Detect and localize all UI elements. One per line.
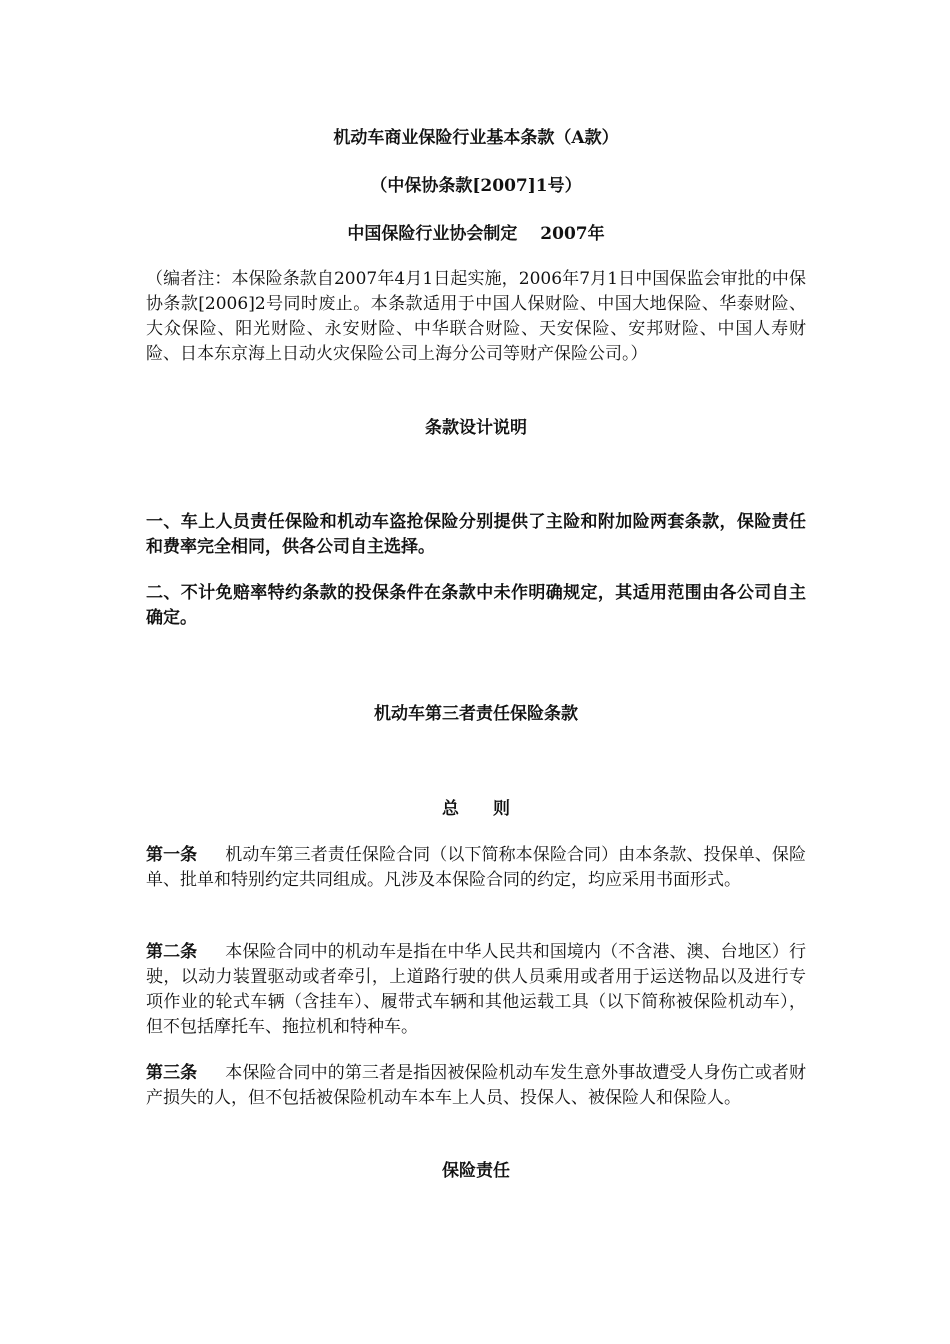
article-1 — [146, 843, 806, 893]
section-heading: 机动车第三者责任保险条款 — [374, 704, 578, 724]
article-number: 第一条 — [146, 845, 198, 865]
article-2 — [146, 940, 806, 1040]
article-text: 本保险合同中的机动车是指在中华人民共和国境内（不含港、澳、台地区）行驶，以动力装置驱动或者牵引，上道路行驶的供人员乘用或者用于运送物品以及进行专项作业的轮式车辆（含挂车）、履带式车辆和其他运载工具（以下简称被保险机动车），但不包括摩托车、拖拉机和特种车。 — [146, 942, 806, 1037]
article-number: 第三条 — [146, 1063, 198, 1083]
editor-note: （编者注：本保险条款自2007年4月1日起实施，2006年7月1日中国保监会审批的中保协条款[2006]2号同时废止。本条款适用于中国人保财险、中国大地保险、华泰财险、大众保险、阳光财险、永安财险、中华联合财险、天安保险、安邦财险、中国人寿财险、日本东京海上日动火灾保险公司上海分公司等财产保险公司。） — [146, 269, 806, 364]
article-text: 机动车第三者责任保险合同（以下简称本保险合同）由本条款、投保单、保险单、批单和特别约定共同组成。凡涉及本保险合同的约定，均应采用书面形式。 — [146, 845, 806, 890]
liability-heading: 保险责任 — [442, 1161, 510, 1181]
article-text: 本保险合同中的第三者是指因被保险机动车发生意外事故遭受人身伤亡或者财产损失的人，但不包括被保险机动车本车上人员、投保人、被保险人和保险人。 — [146, 1063, 806, 1108]
document-subtitle: （中保协条款[2007]1号） — [370, 176, 582, 196]
general-heading: 总 则 — [442, 799, 510, 819]
document-title: 机动车商业保险行业基本条款（A款） — [333, 128, 619, 148]
document-issuer: 中国保险行业协会制定 2007年 — [347, 224, 605, 244]
design-point-1: 一、车上人员责任保险和机动车盗抢保险分别提供了主险和附加险两套条款，保险责任和费率完全相同，供各公司自主选择。 — [146, 512, 806, 557]
design-point-2: 二、不计免赔率特约条款的投保条件在条款中未作明确规定，其适用范围由各公司自主确定。 — [146, 583, 806, 628]
article-number: 第二条 — [146, 942, 198, 962]
article-3 — [146, 1061, 806, 1111]
design-heading: 条款设计说明 — [425, 418, 527, 438]
